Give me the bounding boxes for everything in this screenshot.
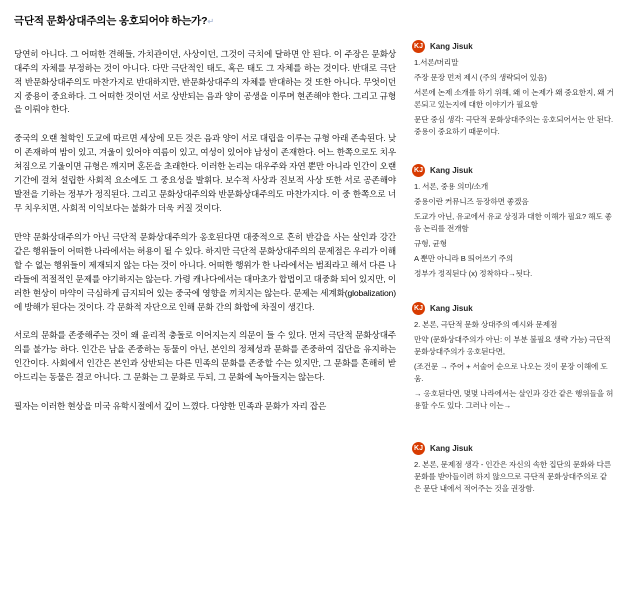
avatar: KJ: [412, 442, 425, 455]
paragraph-3: 만약 문화상대주의가 아닌 극단적 문화상대주의가 옹호된다면 대중적으로 흔히 반감을 사는 살인과 강간 같은 행위들이 어떠한 나라에서는 허용이 될 수 있다. 하지만 극단적 문화상대주의의 문제점은 우리가 이해할 수 없는 행위들이 제재되지 않는 다는 것이 아니다. 어떠한 행위가 한 나라에서는 범죄라고 해서 다른 나라들에 적절적인 문제를 야기하지는 않는다. 가령 캐나다에서는 대마초가 합법이고 대중화 되어 있지만, 이러한 현상이 마약이 극심하게 금지되어 있는 중국에 영향을 끼치지는 않는다. 문제는 세계화(globalization)에 방해가 된다는 것이다. 각 문화적 자단으로 인해 문화 간의 화합에 차질이 생긴다.: [14, 231, 396, 312]
comments-pane: [408, 0, 622, 610]
comment-line: 문단 중심 생각: 극단적 문화상대주의는 옹호되어서는 안 된다. 중용이 중요하기 때문이다.: [414, 114, 613, 136]
comment-header: [412, 164, 614, 177]
avatar: KJ: [412, 40, 425, 53]
comment-line: 만약 (문화상대주의가 아닌: 이 부분 불필요 생략 가능) 극단적 문화상대주의가 옹호된다면,: [414, 334, 611, 356]
comment-header: [412, 302, 614, 315]
comment-line: 도교가 아닌, 유교에서 유교 상징과 대한 이해가 필요? 해도 좋음 논리를 전개함: [414, 211, 612, 233]
comment-line: 2. 본론, 극단적 문화 상대주의 예시와 문제점: [414, 319, 558, 329]
comment-author: Kang Jisuk: [430, 42, 473, 51]
comment-line: 1. 서론, 중용 의미/소개: [414, 181, 489, 191]
comment-line: 2. 본론, 문제점 생각 - 인간은 자신의 속한 집단의 문화와 다른 문화를 받아들이려 하지 않으므로 극단적 문화상대주의로 같은 문단 내에서 적어주는 것을 권장함.: [414, 459, 612, 493]
comment-card[interactable]: [412, 164, 614, 280]
comment-line: (조건문 → 주어 + 서술어 순으로 나오는 것이 문장 이해에 도움.: [414, 361, 608, 383]
comment-line: 서론에 논제 소개를 하기 위해, 왜 이 논제가 왜 중요한지, 왜 거론되고 있는지에 대한 이야기가 필요함: [414, 87, 614, 109]
comment-body: [412, 181, 614, 280]
comment-card[interactable]: [412, 302, 614, 412]
paragraph-5: 필자는 이러한 현상을 미국 유학시절에서 깊이 느꼈다. 다양한 민족과 문화가 자리 잡은: [14, 401, 327, 412]
pilcrow-mark: ↵: [207, 17, 214, 26]
paragraph-2: 중국의 오랜 철학인 도교에 따르면 세상에 모든 것은 음과 양이 서로 대립을 이루는 규형 아래 존속된다. 낮이 존재하여 밤이 있고, 겨울이 있어야 여름이 있고, 여성이 있어야 남성이 존재한다. 어느 한쪽으로도 치우쳐짐으로 기울이면 규형은 깨지며 혼돈을 초래한다. 이러한 논리는 대우주와 자연 뿐만 아니라 인간이 오랜 기간에 걸쳐 설립한 사회적 요소에도 그 중요성을 발휘다. 보수적 사상과 진보적 사상 또한 서로 공존해야 발전을 기하는 정부가 정직된다. 그리고 문화상대주의와 반문화상대주의도 마찬가지다. 이 중 한쪽으로 너무 치우치면, 사회적 이익보다는 불화가 더욱 커질 것이다.: [14, 133, 396, 213]
comment-line: → 옹호된다면, 몇몇 나라에서는 살인과 강간 같은 행위들을 허용할 수도 있다. 그러나 이는→: [414, 388, 614, 410]
comment-header: [412, 40, 614, 53]
avatar: KJ: [412, 302, 425, 315]
comment-card[interactable]: [412, 442, 614, 495]
comment-line: 1.서론/머리말: [414, 58, 459, 67]
comment-author: Kang Jisuk: [430, 165, 473, 175]
comment-body: [412, 57, 614, 138]
comment-line: A 뿐만 아니라 B 띄어쓰기 주의: [414, 253, 514, 263]
comment-header: [412, 442, 614, 455]
comment-body: [412, 319, 614, 412]
page-title: 극단적 문화상대주의는 옹호되어야 하는가?↵: [14, 15, 214, 27]
paragraph-4: 서로의 문화를 존중해주는 것이 왜 윤리적 충돌로 이어지는지 의문이 들 수 있다. 먼저 극단적 문화상대주의를 불가능 하다. 인간은 남을 존중하는 동물이 아닌, 본인의 정체성과 문화를 존중하여 집단을 유지하는 인간이다. 사회에서 인간은 본인과 상반되는 다른 민족의 문화를 존중할 수는 있지만, 그 문화를 흔해히 받아드리는 동물은 결코 아니다. 그 문화는 그 문화로 두되, 그 문화에 녹아들지는 않는다.: [14, 330, 396, 383]
paragraph-1: 당연히 아니다. 그 어떠한 견해들, 가치관이던, 사상이던, 그것이 극치에 달하면 안 된다. 이 주장은 문화상대주의 자체를 부정하는 것이 아니다. 다만 극단적인 태도, 혹은 태도 그 자체를 하는 것이다. 반대로 극단적 반문화상대주의도 마찬가지로 반대하지만, 반문화상대주의 자체를 반대하는 것 또한 아니다. 무엇이던지 중용이 중요하다. 그 어떠한 것이던 서로 상반되는 음과 양이 공생을 이루며 현존해야 한다. 그리고 규형을 이뤄야 한다.: [14, 48, 396, 115]
comment-line: 중용이란 커뮤니즈 등장하면 좋겠음: [414, 196, 529, 206]
comment-line: 규형, 균형: [414, 238, 447, 248]
comment-line: 정부가 정직된다 (x) 정착하다→됫다.: [414, 268, 533, 278]
comment-author: Kang Jisuk: [430, 443, 473, 453]
comment-card[interactable]: [412, 40, 614, 138]
comment-body: [412, 459, 614, 495]
avatar: KJ: [412, 164, 425, 177]
comment-author: Kang Jisuk: [430, 303, 473, 313]
comment-line: 주장 문장 먼저 제시 (주의 생략되어 있음): [414, 72, 547, 82]
